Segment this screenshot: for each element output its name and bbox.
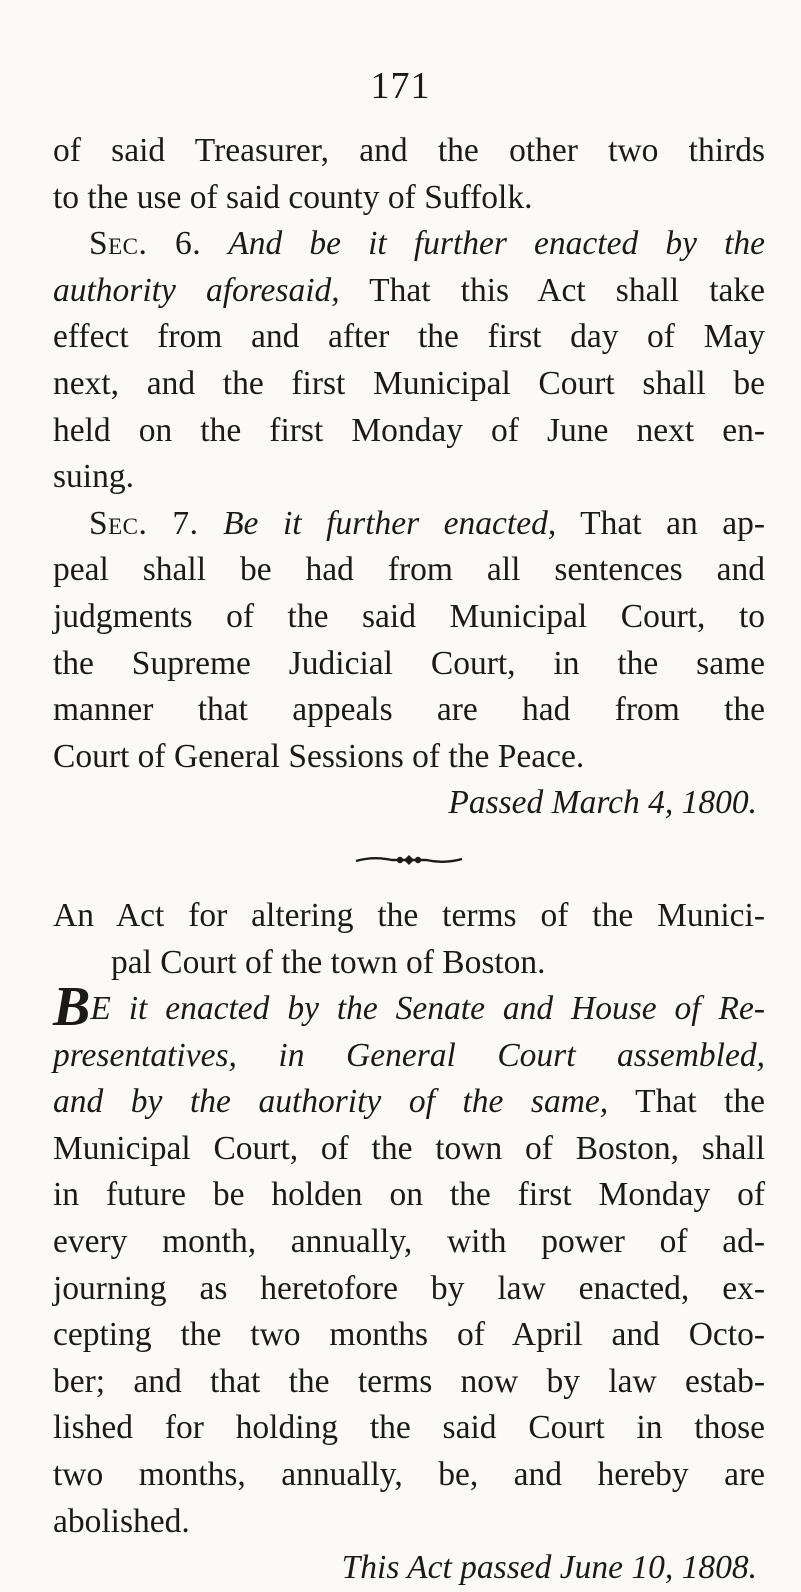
text-run: That an ap- <box>556 504 765 542</box>
page-number: 171 <box>370 65 431 107</box>
text-line: every month, annually, with power of ad- <box>53 1223 765 1261</box>
enacting-clause: and by the authority of the same, <box>53 1083 609 1121</box>
text-line: in future be holden on the first Monday of <box>53 1176 765 1214</box>
passed-date: This Act passed June 10, 1808. <box>341 1549 757 1587</box>
text-line: effect from and after the first day of May <box>53 318 765 356</box>
text-run: That this Act shall take <box>339 271 765 309</box>
text-line: abolished. <box>53 1502 190 1540</box>
divider-ornament-icon <box>354 853 464 867</box>
enacting-clause: And be it further enacted by the <box>228 225 765 263</box>
text-run: That the <box>608 1083 765 1121</box>
text-line: manner that appeals are had from the <box>53 691 765 729</box>
enacting-line <box>53 976 765 1039</box>
text-line: of said Treasurer, and the other two thirds <box>53 132 765 169</box>
act-title-line: pal Court of the town of Boston. <box>111 943 546 981</box>
drop-cap: B <box>53 976 91 1039</box>
text-line: two months, annually, be, and hereby are <box>53 1456 765 1494</box>
section-label: Sec. 6. <box>89 225 202 263</box>
text-line: lished for holding the said Court in those <box>53 1409 765 1447</box>
text-line: cepting the two months of April and Octo- <box>53 1316 765 1354</box>
text-line: Court of General Sessions of the Peace. <box>53 737 585 775</box>
text-line: next, and the first Municipal Court shall be <box>53 364 765 402</box>
section-divider-ornament <box>53 827 765 893</box>
section-7-heading-line <box>53 501 765 548</box>
text-line <box>53 268 765 315</box>
enacting-clause: E it enacted by the Senate and House of Re- <box>90 990 765 1028</box>
section-label: Sec. 7. <box>89 504 199 542</box>
act-title-line: An Act for altering the terms of the Munici- <box>53 896 765 934</box>
enacting-line <box>53 1079 765 1126</box>
text-line: the Supreme Judicial Court, in the same <box>53 644 765 682</box>
text-line: Municipal Court, of the town of Boston, shall <box>53 1129 765 1167</box>
text-line: journing as heretofore by law enacted, ex- <box>53 1269 765 1307</box>
page-body <box>53 128 765 1592</box>
text-line: ber; and that the terms now by law estab- <box>53 1362 765 1400</box>
passed-date: Passed March 4, 1800. <box>448 784 757 822</box>
text-line: peal shall be had from all sentences and <box>53 551 765 589</box>
enacting-line: presentatives, in General Court assembled, <box>53 1036 765 1074</box>
section-6-heading-line <box>53 221 765 268</box>
text-line: to the use of said county of Suffolk. <box>53 178 533 216</box>
text-line: held on the first Monday of June next en- <box>53 411 765 449</box>
enacting-clause: Be it further enacted, <box>223 504 557 542</box>
enacting-clause-continued: authority aforesaid, <box>53 271 340 309</box>
text-line: suing. <box>53 458 134 496</box>
text-line: judgments of the said Municipal Court, to <box>53 597 765 635</box>
